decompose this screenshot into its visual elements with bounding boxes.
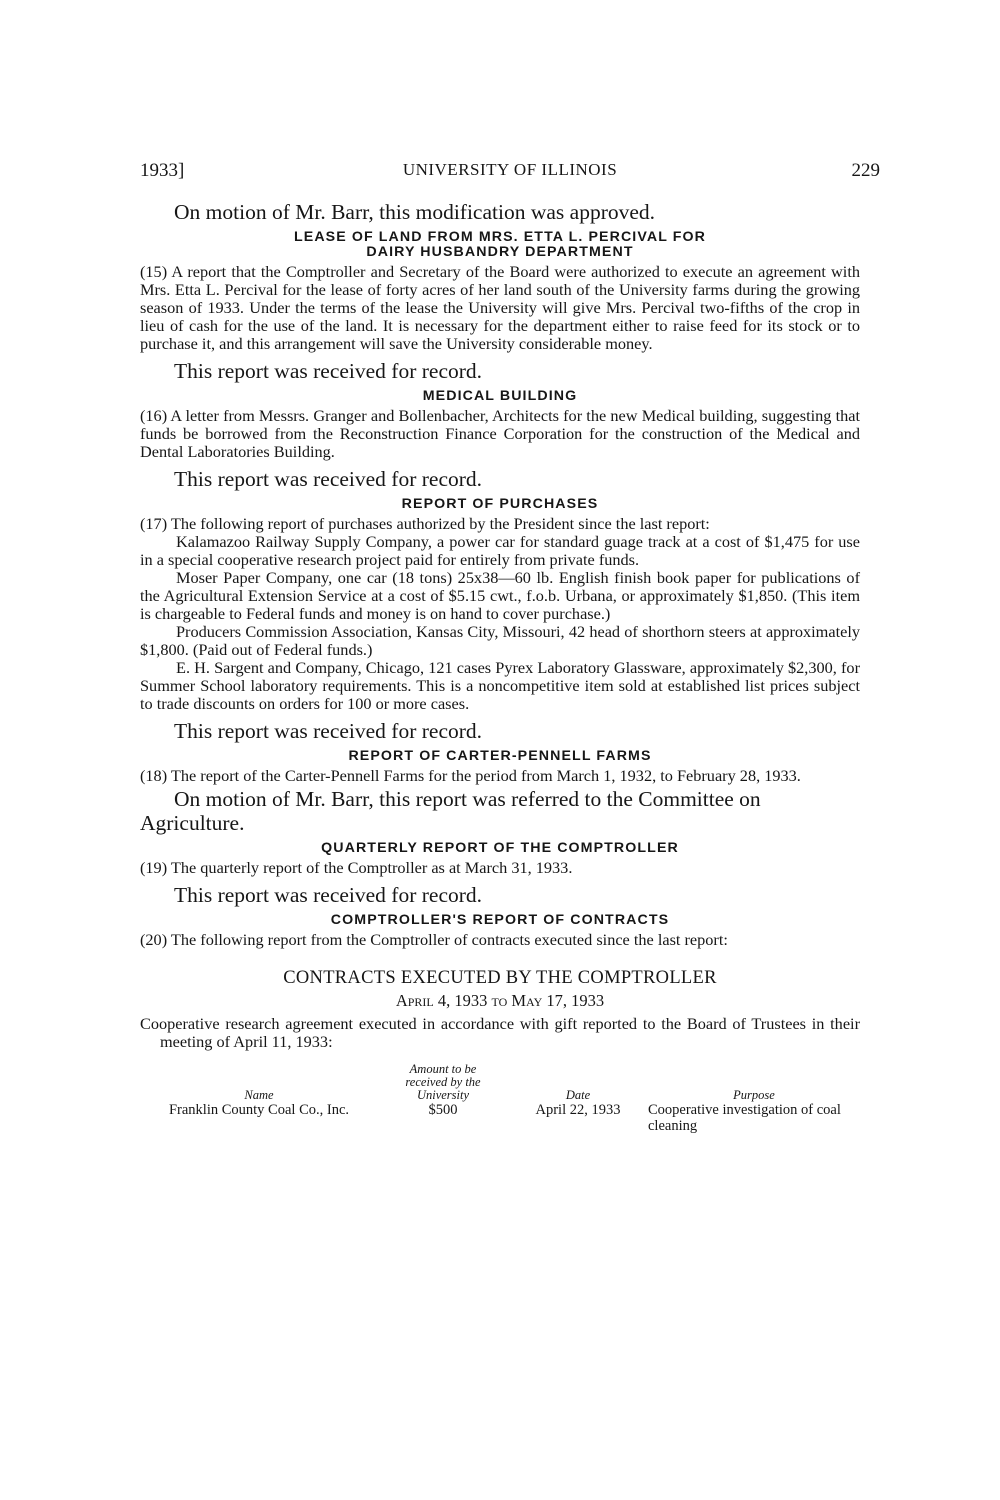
contracts-date-range [140, 991, 860, 1011]
medical-disposition: This report was received for record. [174, 467, 483, 491]
column-header-name: Name [244, 1088, 274, 1102]
page-number: 229 [851, 160, 880, 181]
contract-purpose-cell: Cooperative investigation of coal cleaning [648, 1102, 841, 1134]
contracts-date-range-text: April 4, 1933 to May 17, 1933 [395, 991, 605, 1010]
lease-heading-line-2: DAIRY HUSBANDRY DEPARTMENT [366, 244, 634, 260]
purchase-item: Producers Commission Association, Kansas City, Missouri, 42 head of shorthorn steers at approximately $1,800. (Paid out of Federal funds.) [140, 622, 860, 659]
page-header [140, 160, 880, 184]
contracts-note: Cooperative research agreement executed in accordance with gift reported to the Board of Trustees in their meeting of April 11, 1933: [140, 1014, 860, 1051]
amount-header-line-2: received by the [405, 1075, 481, 1089]
header-title: UNIVERSITY OF ILLINOIS [402, 160, 618, 179]
quarterly-paragraph: (19) The quarterly report of the Comptroller as at March 31, 1933. [140, 858, 573, 877]
purchase-item: Kalamazoo Railway Supply Company, a power car for standard guage track at a cost of $1,475 for use in a special cooperative research project paid for entirely from private funds. [140, 532, 860, 569]
header-year: 1933] [140, 160, 185, 181]
contract-amount-cell: $500 [428, 1102, 458, 1118]
contracts-title: CONTRACTS EXECUTED BY THE COMPTROLLER [283, 968, 717, 988]
section-heading-medical: MEDICAL BUILDING [422, 388, 578, 404]
carter-pennell-motion: On motion of Mr. Barr, this report was referred to the Committee on Agriculture. [140, 787, 761, 835]
amount-header-line-1: Amount to be [409, 1062, 477, 1076]
section-heading-purchases: REPORT OF PURCHASES [401, 496, 599, 512]
purchase-item: Moser Paper Company, one car (18 tons) 25x38—60 lb. English finish book paper for publications of the Agricultural Extension Service at a cost of $5.15 cwt., f.o.b. Urbana, or approximately $1,850. (This item is chargeable to Federal funds and money is on hand to cover purchase.) [140, 568, 860, 623]
section-heading-contracts: COMPTROLLER'S REPORT OF CONTRACTS [330, 912, 670, 928]
lease-heading-line-1: LEASE OF LAND FROM MRS. ETTA L. PERCIVAL FOR [293, 229, 706, 245]
page-body [140, 200, 860, 1134]
section-heading-lease [140, 230, 860, 260]
purchase-item: E. H. Sargent and Company, Chicago, 121 cases Pyrex Laboratory Glassware, approximately $2,300, for Summer School laboratory requirements. This is a noncompetitive item sold at established list prices subject to trade discounts on orders for 100 or more cases. [140, 658, 860, 713]
carter-pennell-paragraph: (18) The report of the Carter-Pennell Farms for the period from March 1, 1932, to February 28, 1933. [140, 766, 801, 785]
opening-motion: On motion of Mr. Barr, this modification was approved. [174, 200, 656, 224]
section-heading-carter-pennell: REPORT OF CARTER-PENNELL FARMS [348, 748, 652, 764]
column-header-purpose: Purpose [733, 1088, 775, 1102]
column-header-amount [378, 1063, 508, 1102]
lease-paragraph: (15) A report that the Comptroller and Secretary of the Board were authorized to execute an agreement with Mrs. Etta L. Percival for the lease of forty acres of her land south of the University farms during the growing season of 1933. Under the terms of the lease the University will give Mrs. Percival two-fifths of the crop in lieu of cash for the use of the land. It is necessary for the department either to raise feed for its stock or to purchase it, and this arrangement will save the University considerable money. [140, 262, 860, 353]
section-heading-quarterly: QUARTERLY REPORT OF THE COMPTROLLER [321, 840, 679, 856]
column-header-date: Date [565, 1088, 591, 1102]
medical-paragraph: (16) A letter from Messrs. Granger and Bollenbacher, Architects for the new Medical building, suggesting that funds be borrowed from the Reconstruction Finance Corporation for the construction of the Medical and Dental Laboratories Building. [140, 406, 860, 461]
contracts-table [140, 1063, 860, 1134]
contracts-paragraph: (20) The following report from the Comptroller of contracts executed since the last report: [140, 930, 728, 949]
purchases-intro: (17) The following report of purchases authorized by the President since the last report: [140, 514, 710, 533]
lease-disposition: This report was received for record. [174, 359, 483, 383]
purchases-disposition: This report was received for record. [174, 719, 483, 743]
amount-header-line-3: University [416, 1088, 470, 1102]
table-row [140, 1102, 860, 1134]
quarterly-disposition: This report was received for record. [174, 883, 483, 907]
contract-date-cell: April 22, 1933 [535, 1102, 621, 1118]
contracts-table-header-row [140, 1063, 860, 1102]
contract-name-cell: Franklin County Coal Co., Inc. [168, 1102, 350, 1118]
